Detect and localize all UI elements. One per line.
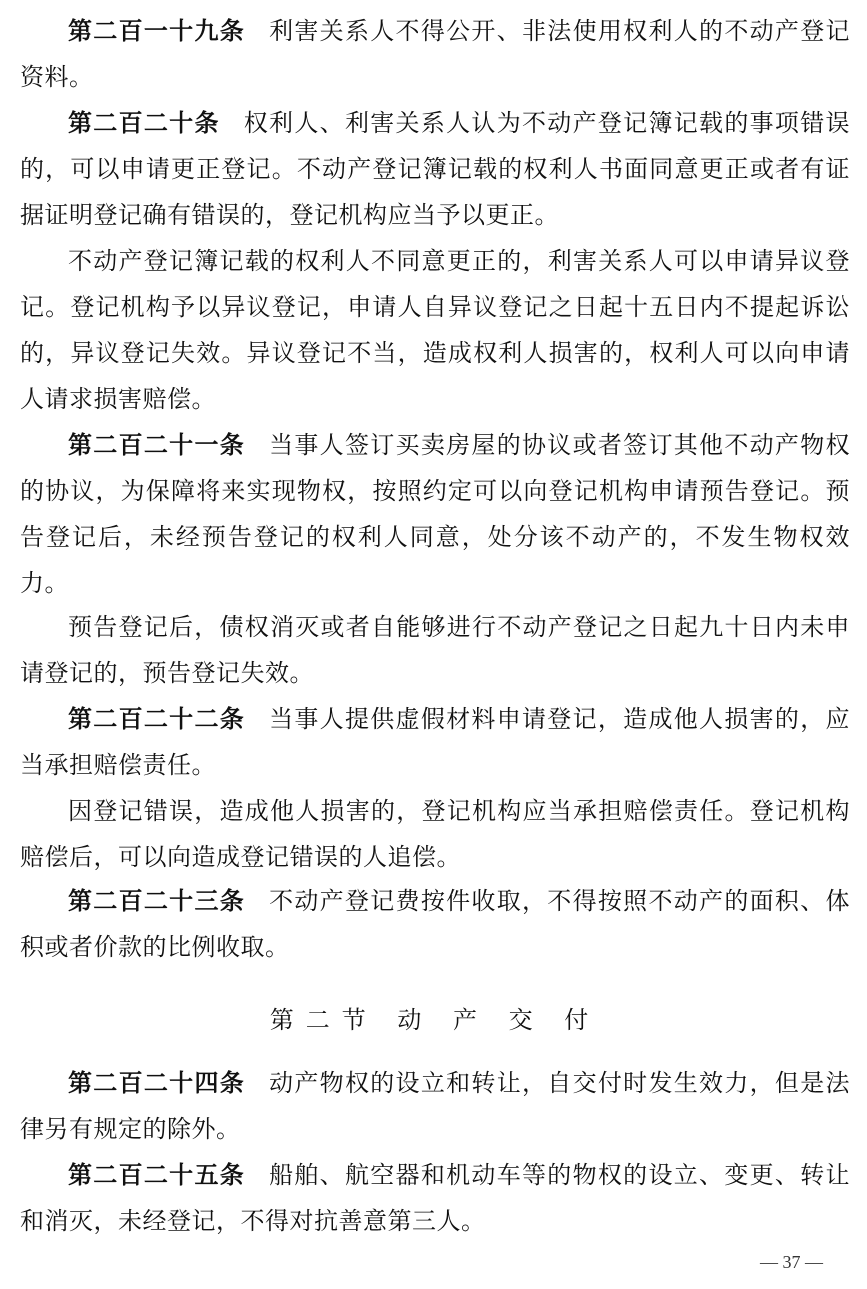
article-224 <box>20 1060 850 1152</box>
article-text: 不动产登记费按件收取，不得按照不动产的面积、体积或者价款的比例收取。 <box>20 887 851 961</box>
paragraph-text: 预告登记后，债权消灭或者自能够进行不动产登记之日起九十日内未申请登记的，预告登记失效。 <box>20 613 850 687</box>
page-number: — 37 — <box>760 1252 823 1272</box>
paragraph <box>20 8 850 100</box>
article-text: 权利人、利害关系人认为不动产登记簿记载的事项错误的，可以申请更正登记。不动产登记簿记载的权利人书面同意更正或者有证据证明登记确有错误的，登记机构应当予以更正。 <box>20 109 851 229</box>
section-title: 第二节 动 产 交 付 <box>269 1006 601 1034</box>
paragraph-text: 不动产登记簿记载的权利人不同意更正的，利害关系人可以申请异议登记。登记机构予以异议登记，申请人自异议登记之日起十五日内不提起诉讼的，异议登记失效。异议登记不当，造成权利人损害的，权利人可以向申请人请求损害赔偿。 <box>20 247 850 413</box>
article-number: 第二百二十条 <box>68 109 220 137</box>
paragraph <box>20 1152 850 1244</box>
article-221-paragraph-2 <box>20 604 850 696</box>
paragraph <box>20 604 850 696</box>
article-225 <box>20 1152 850 1244</box>
article-text: 当事人签订买卖房屋的协议或者签订其他不动产物权的协议，为保障将来实现物权，按照约定可以向登记机构申请预告登记。预告登记后，未经预告登记的权利人同意，处分该不动产的，不发生物权效力。 <box>20 431 851 597</box>
article-223 <box>20 878 850 970</box>
paragraph <box>20 100 850 238</box>
paragraph <box>20 788 850 880</box>
article-number: 第二百二十五条 <box>68 1161 246 1189</box>
article-220 <box>20 100 850 238</box>
article-number: 第二百一十九条 <box>68 17 246 45</box>
article-number: 第二百二十一条 <box>68 431 246 459</box>
article-221 <box>20 422 850 606</box>
paragraph-text: 因登记错误，造成他人损害的，登记机构应当承担赔偿责任。登记机构赔偿后，可以向造成登记错误的人追偿。 <box>20 797 850 871</box>
article-number: 第二百二十四条 <box>68 1069 246 1097</box>
paragraph <box>20 1060 850 1152</box>
article-text: 动产物权的设立和转让，自交付时发生效力，但是法律另有规定的除外。 <box>20 1069 851 1143</box>
section-heading <box>20 1000 850 1035</box>
article-222-paragraph-2 <box>20 788 850 880</box>
paragraph <box>20 696 850 788</box>
paragraph <box>20 422 850 606</box>
article-text: 船舶、航空器和机动车等的物权的设立、变更、转让和消灭，未经登记，不得对抗善意第三人。 <box>20 1161 851 1235</box>
article-number: 第二百二十三条 <box>68 887 246 915</box>
article-222 <box>20 696 850 788</box>
article-219 <box>20 8 850 100</box>
article-number: 第二百二十二条 <box>68 705 246 733</box>
article-220-paragraph-2 <box>20 238 850 422</box>
paragraph <box>20 238 850 422</box>
article-text: 当事人提供虚假材料申请登记，造成他人损害的，应当承担赔偿责任。 <box>20 705 851 779</box>
paragraph <box>20 878 850 970</box>
article-text: 利害关系人不得公开、非法使用权利人的不动产登记资料。 <box>20 17 851 91</box>
